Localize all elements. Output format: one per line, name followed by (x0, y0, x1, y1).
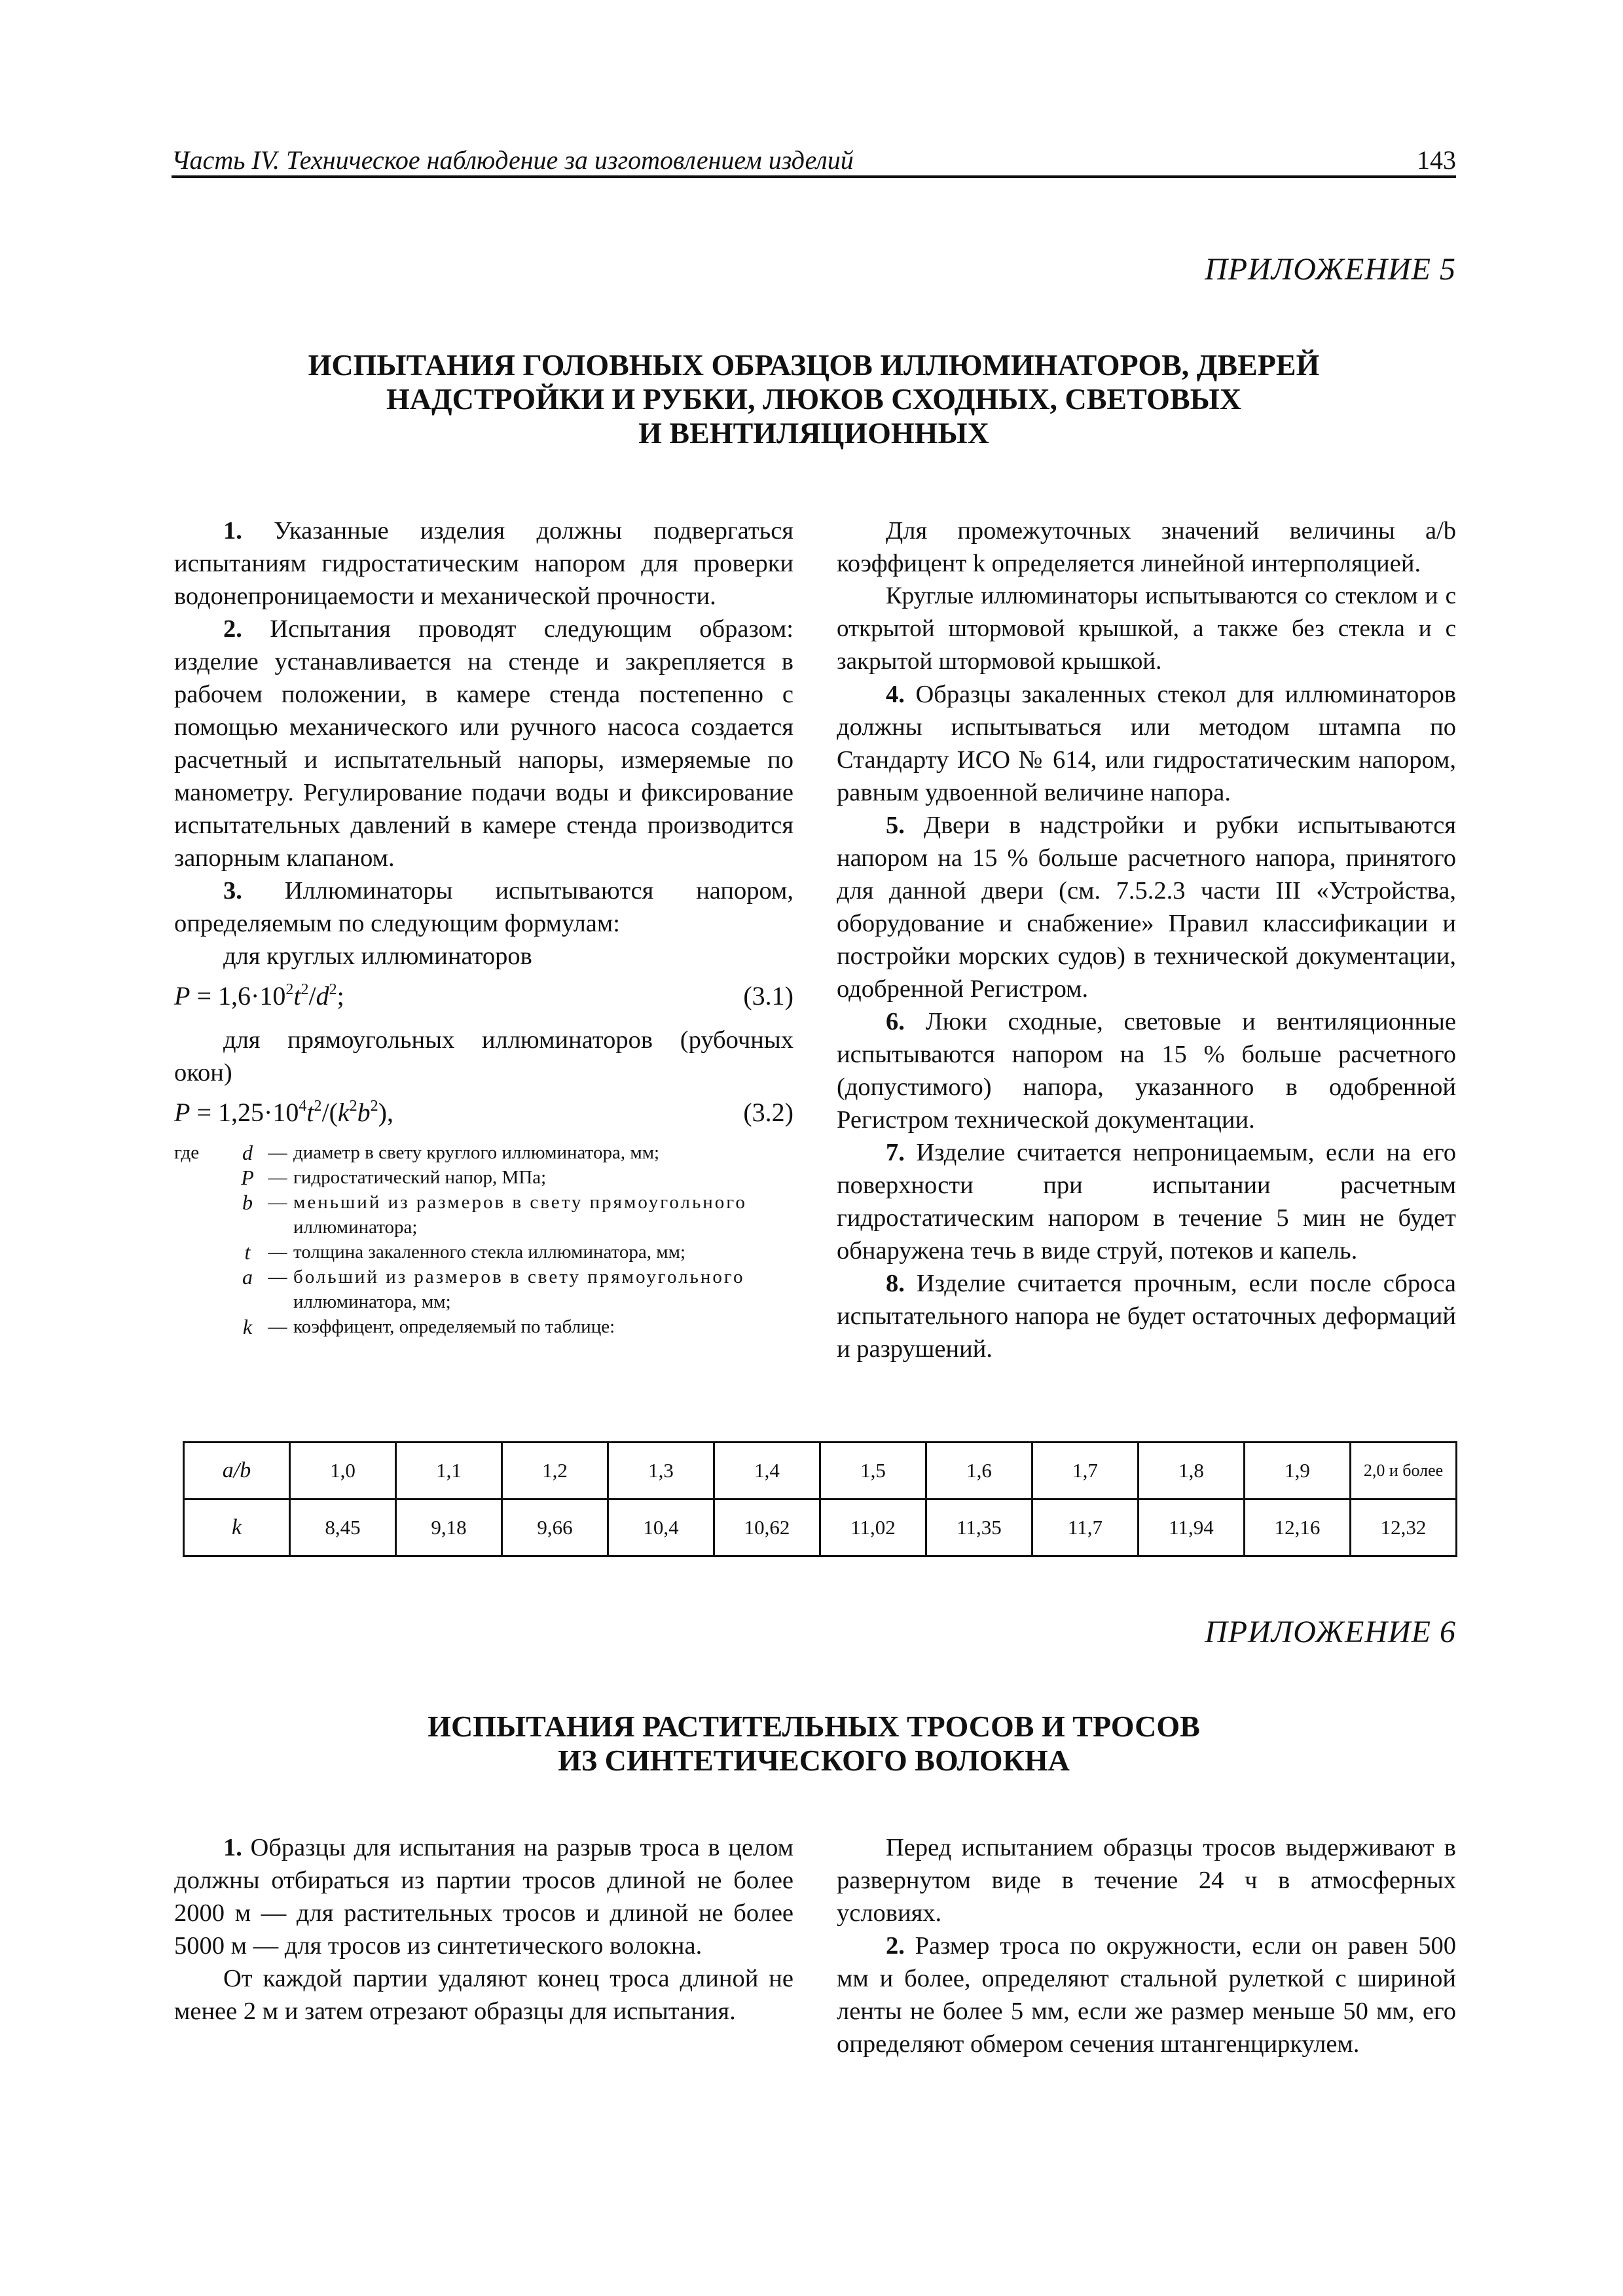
table-cell: 11,94 (1139, 1499, 1245, 1556)
paragraph-3 (174, 874, 793, 940)
paragraph-text: Образцы для испытания на разрыв троса в целом должны отбираться из партии тросов длиной не более 2000 м — для растительных тросов и длиной не более 5000 м — для тросов из синтетического волокна. (174, 1834, 793, 1960)
paragraph-1 (174, 514, 793, 613)
paragraph-number: 3. (223, 877, 242, 905)
paragraph-2 (837, 1929, 1456, 2060)
paragraph-5 (837, 809, 1456, 1005)
table-cell: 1,0 (290, 1443, 396, 1499)
sample-cut-paragraph: От каждой партии удаляют конец троса длиной не менее 2 м и затем отрезают образцы для испытания. (174, 1965, 793, 2025)
paragraph-text: Испытания проводят следующим образом: изделие устанавливается на стенде и закрепляется в рабочем положении, в камере стенда постепенно с помощью механического или ручного насоса создается расчетный и испытательный напоры, измеряемые по манометру. Регулирование подачи воды и фиксирование испытательных давлений в камере стенда производится запорным клапаном. (174, 615, 793, 872)
title-line: НАДСТРОЙКИ И РУБКИ, ЛЮКОВ СХОДНЫХ, СВЕТОВЫХ (386, 382, 1242, 416)
legend-symbol: t (244, 1240, 251, 1264)
table-cell: 9,66 (502, 1499, 608, 1556)
running-head-title: Часть IV. Техническое наблюдение за изготовлением изделий (172, 145, 854, 175)
legend-symbol: d (242, 1141, 253, 1164)
title-line: ИСПЫТАНИЯ РАСТИТЕЛЬНЫХ ТРОСОВ И ТРОСОВ (428, 1710, 1200, 1743)
symbol-legend (174, 1140, 793, 1339)
table-cell: 8,45 (290, 1499, 396, 1556)
title-line: И ВЕНТИЛЯЦИОННЫХ (638, 416, 989, 450)
table-cell: 1,7 (1032, 1443, 1139, 1499)
appendix-5-right-column (837, 514, 1456, 1365)
legend-dash: — (268, 1192, 287, 1213)
legend-continuation: иллюминатора; (293, 1217, 418, 1238)
formula-3-1 (174, 978, 793, 1014)
legend-text: больший из размеров в свету прямоугольного (293, 1266, 745, 1287)
appendix-6-label: ПРИЛОЖЕНИЕ 6 (1205, 1615, 1456, 1649)
page-number: 143 (1417, 145, 1456, 175)
paragraph-2 (174, 613, 793, 874)
table-cell: 2,0 и более (1351, 1443, 1457, 1499)
legend-continuation: иллюминатора, мм; (293, 1291, 451, 1312)
interpolation-paragraph: Для промежуточных значений величины a/b коэффицент k определяется линейной интерполяцией. (837, 517, 1456, 577)
paragraph-text: Двери в надстройки и рубки испытываются напором на 15 % больше расчетного напора, принятого для данной двери (см. 7.5.2.3 части III «Устройства, оборудование и снабжение» Правил классификации и постройки морских судов) в технической документации, одобренной Регистром. (837, 812, 1457, 1003)
title-line: ИСПЫТАНИЯ ГОЛОВНЫХ ОБРАЗЦОВ ИЛЛЮМИНАТОРОВ, ДВЕРЕЙ (308, 348, 1320, 382)
table-cell: 12,32 (1351, 1499, 1457, 1556)
paragraph-text: Указанные изделия должны подвергаться испытаниям гидростатическим напором для проверки водонепроницаемости и механической прочности. (174, 517, 794, 610)
paragraph-7 (837, 1136, 1456, 1267)
legend-dash: — (268, 1316, 287, 1337)
appendix-5-title (172, 348, 1456, 450)
appendix-6-title (172, 1710, 1456, 1778)
table-cell: 1,8 (1139, 1443, 1245, 1499)
legend-dash: — (268, 1266, 287, 1287)
table-cell: 1,5 (820, 1443, 926, 1499)
paragraph-text: Изделие считается прочным, если после сброса испытательного напора не будет остаточных деформаций и разрушений. (837, 1270, 1457, 1363)
round-portholes-label: для круглых иллюминаторов (223, 942, 532, 970)
legend-text: гидростатический напор, МПа; (293, 1167, 547, 1188)
table-cell: 1,9 (1245, 1443, 1351, 1499)
paragraph-6 (837, 1005, 1456, 1136)
legend-symbol: b (242, 1191, 253, 1214)
legend-text: коэффицент, определяемый по таблице: (293, 1316, 615, 1337)
legend-dash: — (268, 1167, 287, 1188)
table-cell: 11,7 (1032, 1499, 1139, 1556)
paragraph-number: 1. (223, 517, 242, 545)
paragraph-text: Изделие считается непроницаемым, если на его поверхности при испытании расчетным гидростатическим напором в течение 5 мин не будет обнаружена течь в виде струй, потеков и капель. (837, 1139, 1456, 1265)
paragraph-number: 5. (886, 812, 905, 839)
coefficient-table (183, 1441, 1457, 1557)
legend-lead: где (174, 1142, 200, 1163)
paragraph-number: 6. (886, 1008, 905, 1035)
table-cell: 12,16 (1245, 1499, 1351, 1556)
legend-row (174, 1140, 793, 1165)
formula-3-2 (174, 1094, 793, 1131)
table-row-header: a/b (184, 1443, 290, 1499)
table-cell: 1,3 (608, 1443, 714, 1499)
paragraph-text: Иллюминаторы испытываются напором, определяемым по следующим формулам: (174, 877, 793, 937)
table-cell: 1,6 (926, 1443, 1032, 1499)
paragraph-number: 2. (886, 1932, 905, 1960)
formula-number: (3.1) (743, 981, 793, 1011)
table-row-header: k (184, 1499, 290, 1556)
paragraph-number: 2. (223, 615, 242, 643)
legend-symbol: P (241, 1166, 254, 1189)
paragraph-text: Люки сходные, световые и вентиляционные испытываются напором на 15 % больше расчетного (допустимого) напора, указанного в одобренной Регистром технической документации. (837, 1008, 1457, 1134)
formula-expression: $P = 1,6\cdot 10^2t^2/d^2$; (174, 981, 344, 1011)
paragraph-8 (837, 1267, 1456, 1365)
round-portholes-paragraph: Круглые иллюминаторы испытываются со стеклом и с открытой штормовой крышкой, а также без стекла и с закрытой штормовой крышкой. (837, 583, 1456, 675)
table-cell: 1,1 (396, 1443, 502, 1499)
table-row-k (184, 1499, 1457, 1556)
paragraph-text: Размер троса по окружности, если он равен 500 мм и более, определяют стальной рулеткой с шириной ленты не более 5 мм, если же размер меньше 50 мм, его определяют обмером сечения штангенциркулем. (837, 1932, 1456, 2058)
legend-text: диаметр в свету круглого иллюминатора, мм; (293, 1142, 660, 1163)
legend-symbol: k (242, 1315, 253, 1338)
paragraph-1 (174, 1831, 793, 1962)
legend-symbol: a (242, 1265, 253, 1289)
paragraph-number: 8. (886, 1270, 905, 1297)
legend-text: толщина закаленного стекла иллюминатора, мм; (293, 1242, 686, 1263)
table-cell: 10,4 (608, 1499, 714, 1556)
legend-row (174, 1265, 793, 1289)
conditioning-paragraph: Перед испытанием образцы тросов выдерживают в развернутом виде в течение 24 ч в атмосферных условиях. (837, 1834, 1456, 1927)
table-cell: 11,02 (820, 1499, 926, 1556)
appendix-6-right-column (837, 1831, 1456, 2060)
legend-row (174, 1314, 793, 1339)
table-cell: 10,62 (714, 1499, 820, 1556)
title-line: ИЗ СИНТЕТИЧЕСКОГО ВОЛОКНА (558, 1744, 1070, 1777)
legend-row (174, 1240, 793, 1265)
table-cell: 1,4 (714, 1443, 820, 1499)
table-cell: 9,18 (396, 1499, 502, 1556)
appendix-6-left-column (174, 1831, 793, 2028)
paragraph-number: 7. (886, 1139, 905, 1166)
paragraph-number: 1. (223, 1834, 242, 1861)
table-cell: 11,35 (926, 1499, 1032, 1556)
formula-expression: $P = 1,25\cdot 10^4t^2/(k^2b^2)$, (174, 1098, 393, 1127)
formula-number: (3.2) (743, 1098, 793, 1127)
appendix-5-left-column (174, 514, 793, 1339)
table-cell: 1,2 (502, 1443, 608, 1499)
appendix-5-label: ПРИЛОЖЕНИЕ 5 (1205, 252, 1456, 287)
rect-portholes-label: для прямоугольных иллюминаторов (рубочных окон) (174, 1026, 793, 1086)
legend-text: меньший из размеров в свету прямоугольного (293, 1192, 747, 1213)
legend-dash: — (268, 1142, 287, 1163)
paragraph-4 (837, 678, 1456, 809)
running-head (172, 145, 1456, 178)
legend-row (174, 1190, 793, 1215)
legend-dash: — (268, 1242, 287, 1263)
paragraph-text: Образцы закаленных стекол для иллюминаторов должны испытываться или методом штампа по Стандарту ИСО № 614, или гидростатическим напором, равным удвоенной величине напора. (837, 681, 1457, 806)
table-row-ab (184, 1443, 1457, 1499)
legend-row (174, 1165, 793, 1190)
paragraph-number: 4. (886, 681, 905, 708)
